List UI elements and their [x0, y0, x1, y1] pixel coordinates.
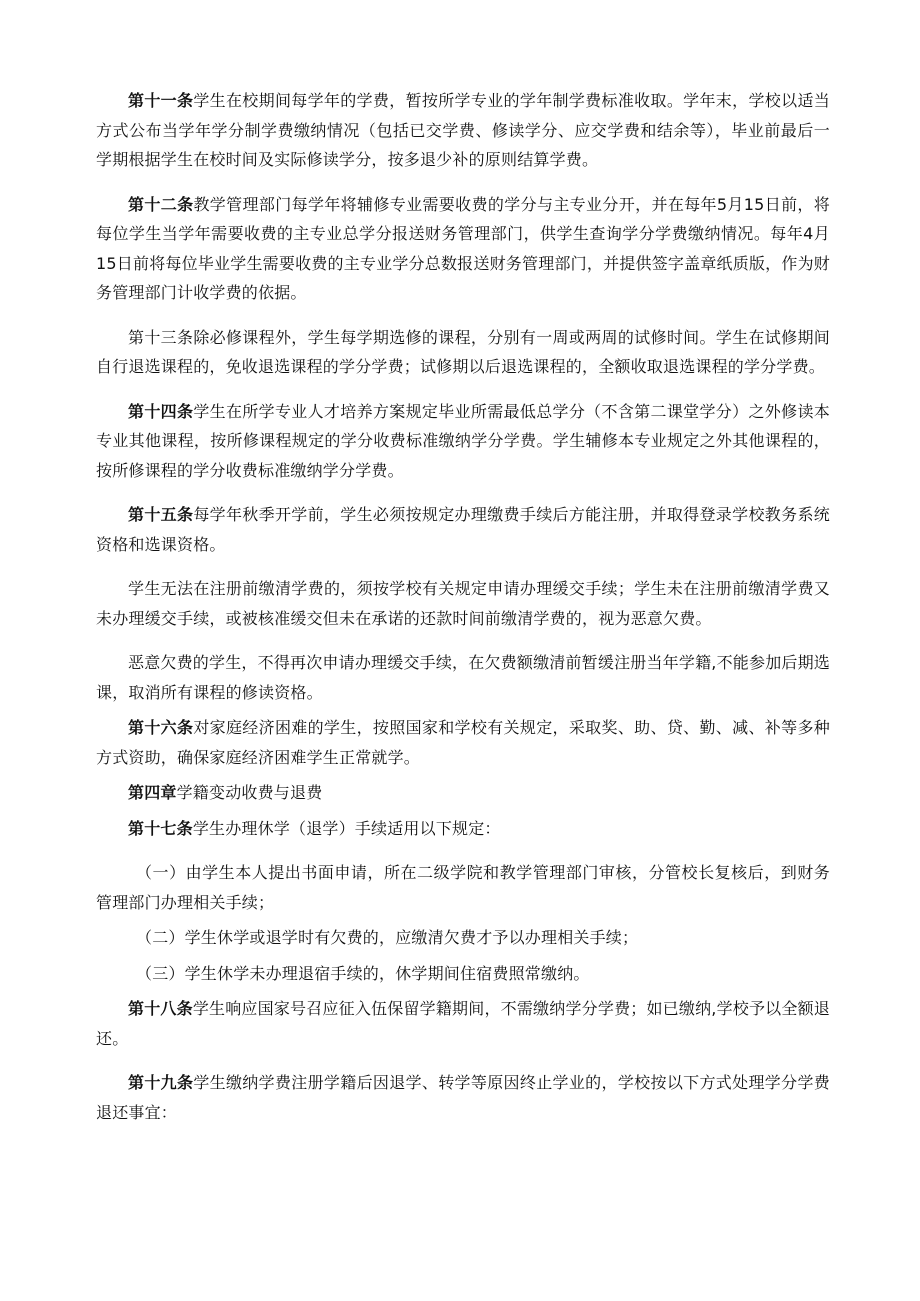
article-number: 第十五条 — [128, 505, 194, 524]
article-text: 学生办理休学（退学）手续适用以下规定： — [192, 818, 501, 838]
article-15-paragraph-3 — [96, 648, 830, 707]
chapter-number: 第四章 — [128, 783, 177, 802]
article-17-item-1 — [96, 858, 830, 917]
article-15 — [96, 500, 830, 559]
article-16 — [96, 713, 830, 772]
article-17 — [96, 814, 830, 844]
article-17-item-3 — [96, 959, 830, 989]
article-18 — [96, 994, 830, 1053]
article-19 — [96, 1068, 830, 1127]
paragraph-text: 恶意欠费的学生，不得再次申请办理缓交手续，在欠费额缴清前暂缓注册当年学籍,不能参加后期选课，取消所有课程的修读资格。 — [96, 653, 830, 702]
article-text: 学生在所学专业人才培养方案规定毕业所需最低总学分（不含第二课堂学分）之外修读本专业其他课程，按所修课程规定的学分收费标准缴纳学分学费。学生辅修本专业规定之外其他课程的，按所修课程的学分收费标准缴纳学分学费。 — [96, 401, 830, 480]
item-text: （一）由学生本人提出书面申请，所在二级学院和教学管理部门审核，分管校长复核后，到财务管理部门办理相关手续； — [96, 863, 830, 912]
article-13 — [96, 323, 830, 382]
article-text: 对家庭经济困难的学生，按照国家和学校有关规定，采取奖、助、贷、勤、减、补等多种方式资助，确保家庭经济困难学生正常就学。 — [96, 718, 830, 767]
paragraph-text: 学生无法在注册前缴清学费的，须按学校有关规定申请办理缓交手续；学生未在注册前缴清学费又未办理缓交手续，或被核准缓交但未在承诺的还款时间前缴清学费的，视为恶意欠费。 — [96, 579, 830, 628]
article-number: 第十九条 — [128, 1073, 194, 1092]
item-text: （二）学生休学或退学时有欠费的，应缴清欠费才予以办理相关手续； — [136, 928, 639, 947]
article-text: 学生响应国家号召应征入伍保留学籍期间，不需缴纳学分学费；如已缴纳,学校予以全额退还。 — [96, 999, 830, 1048]
article-number: 第十二条 — [128, 194, 194, 214]
article-11 — [96, 86, 830, 175]
article-12 — [96, 190, 830, 308]
article-number: 第十四条 — [128, 401, 194, 421]
article-17-item-2 — [96, 923, 830, 953]
article-number: 第十一条 — [128, 91, 194, 110]
chapter-title: 学籍变动收费与退费 — [176, 783, 323, 802]
article-text: 学生在校期间每学年的学费，暂按所学专业的学年制学费标准收取。学年末，学校以适当方式公布当学年学分制学费缴纳情况（包括已交学费、修读学分、应交学费和结余等），毕业前最后一学期根据学生在校时间及实际修读学分，按多退少补的原则结算学费。 — [96, 91, 830, 169]
item-text: （三）学生休学未办理退宿手续的，休学期间住宿费照常缴纳。 — [136, 963, 590, 983]
article-number: 第十八条 — [128, 999, 193, 1018]
chapter-heading — [96, 778, 830, 808]
article-text: 教学管理部门每学年将辅修专业需要收费的学分与主专业分开，并在每年5月15日前，将每位学生当学年需要收费的主专业总学分报送财务管理部门，供学生查询学分学费缴纳情况。每年4月15日前将每位毕业学生需要收费的主专业学分总数报送财务管理部门，并提供签字盖章纸质版，作为财务管理部门计收学费的依据。 — [96, 194, 830, 302]
article-number: 第十七条 — [128, 818, 193, 838]
article-14 — [96, 397, 830, 486]
article-text: 第十三条除必修课程外，学生每学期选修的课程，分别有一周或两周的试修时间。学生在试修期间自行退选课程的，免收退选课程的学分学费；试修期以后退选课程的，全额收取退选课程的学分学费。 — [96, 327, 830, 376]
article-text: 每学年秋季开学前，学生必须按规定办理缴费手续后方能注册，并取得登录学校教务系统资格和选课资格。 — [96, 505, 830, 554]
document-page — [96, 86, 830, 1142]
article-15-paragraph-2 — [96, 574, 830, 633]
article-number: 第十六条 — [128, 718, 194, 737]
article-text: 学生缴纳学费注册学籍后因退学、转学等原因终止学业的，学校按以下方式处理学分学费退还事宜： — [96, 1073, 830, 1122]
